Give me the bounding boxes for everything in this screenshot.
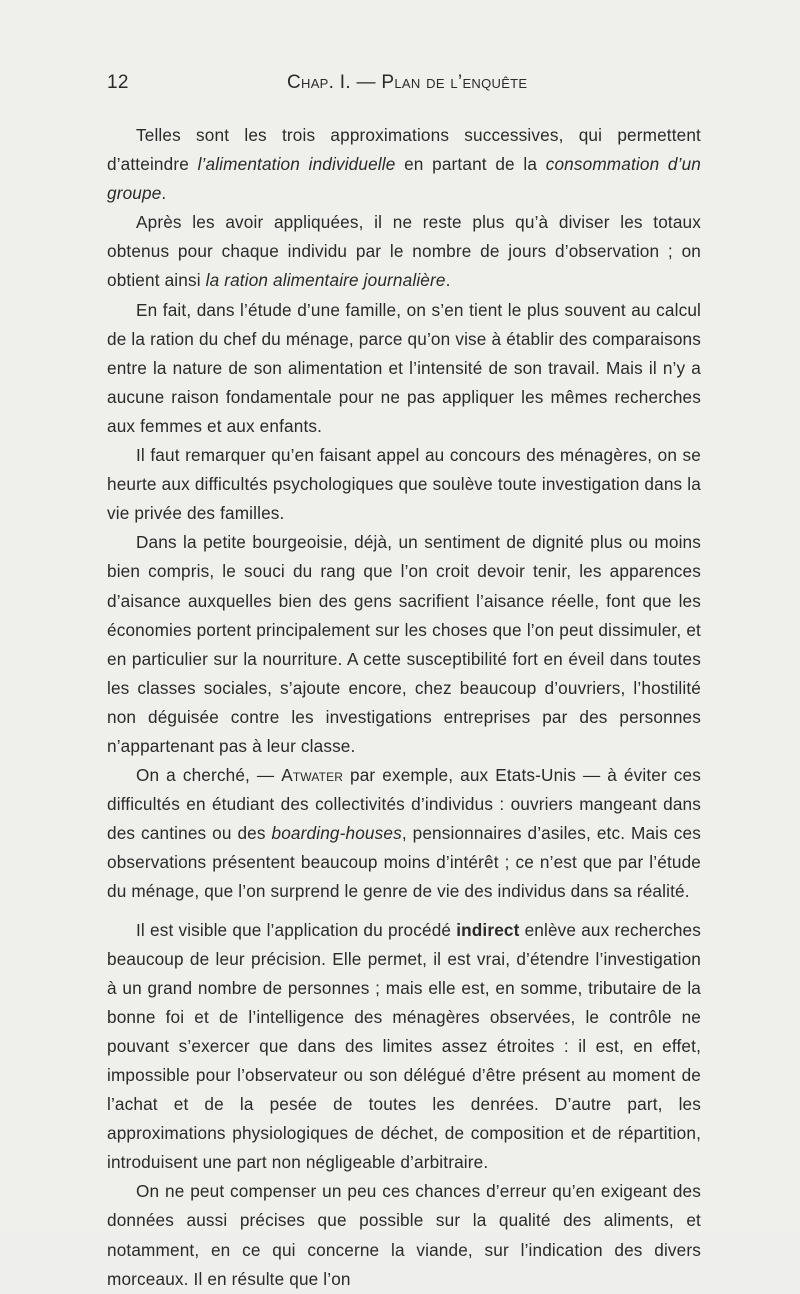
text-run: par exemple, aux Etats-Unis — à éviter ces difficultés en étudiant des collectivités d’individus : ouvriers mangeant dans des cantines ou des [107, 765, 701, 844]
text-run: . [445, 270, 451, 291]
paragraph-2 [107, 208, 701, 295]
italic-term: l’alimentation individuelle [197, 154, 396, 175]
body-text [107, 121, 701, 1294]
italic-term: consommation d’un groupe [107, 154, 702, 204]
paragraph-8: On ne peut compenser un peu ces chances d’erreur qu’en exigeant des données aussi précises que possible sur la qualité des aliments, et notamment, en ce qui concerne la viande, sur l’indication des divers morceaux. Il en résulte que l’on [107, 1181, 701, 1289]
bold-term: indirect [456, 919, 520, 940]
chapter-title: Chap. I. — Plan de l’enquête [287, 72, 528, 93]
italic-term: boarding-houses [271, 823, 402, 844]
paragraph-3: En fait, dans l’étude d’une famille, on s’en tient le plus souvent au calcul de la ration du chef du ménage, parce qu’on vise à établir des comparaisons entre la nature de son alimentation et l’intensité de son travail. Mais il n’y a aucune raison fondamentale pour ne pas appliquer les mêmes recherches aux femmes et aux enfants. [107, 299, 701, 436]
text-run: On a cherché, — [136, 765, 282, 786]
text-run: en partant de la [395, 154, 546, 175]
paragraph-1 [107, 121, 701, 208]
author-name: Atwater [281, 765, 344, 786]
text-run: Après les avoir appliquées, il ne reste plus qu’à diviser les totaux obtenus pour chaque individu par le nombre de jours d’observation ; on obtient ainsi [107, 212, 701, 291]
text-run: Il est visible que l’application du procédé [136, 919, 457, 940]
paragraph-5: Dans la petite bourgeoisie, déjà, un sentiment de dignité plus ou moins bien compris, le souci du rang que l’on croit devoir tenir, les apparences d’aisance auxquelles bien des gens sacrifient l’aisance réelle, font que les économies portent principalement sur les choses que l’on peut dissimuler, et en particulier sur la nourriture. A cette susceptibilité fort en éveil dans toutes les classes sociales, s’ajoute encore, chez beaucoup d’ouvriers, l’hostilité non déguisée contre les investigations entreprises par des personnes n’appartenant pas à leur classe. [107, 532, 701, 756]
text-run: . [161, 183, 167, 204]
text-run: enlève aux recherches beaucoup de leur précision. Elle permet, il est vrai, d’étendre l’investigation à un grand nombre de personnes ; mais elle est, en somme, tributaire de la bonne foi et de l’intelligence des ménagères observées, le contrôle ne pouvant s’exercer que dans des limites assez étroites : il est, en effet, impossible pour l’observateur ou son délégué d’être présent au moment de l’achat et de la pesée de toutes les denrées. D’autre part, les approximations physiologiques de déchet, de composition et de répartition, introduisent une part non négligeable d’arbitraire. [107, 919, 701, 1173]
running-head [107, 72, 707, 104]
paragraph-4: Il faut remarquer qu’en faisant appel au concours des ménagères, on se heurte aux difficultés psychologiques que soulève toute investigation dans la vie privée des familles. [107, 445, 701, 524]
text-run: , pensionnaires d’asiles, etc. Mais ces observations présentent beaucoup moins d’intérêt ; ce n’est que par l’étude du ménage, que l’on surprend le genre de vie des individus dans sa réalité. [107, 823, 701, 902]
page-number: 12 [107, 72, 129, 93]
italic-term: la ration alimentaire journalière [205, 270, 446, 291]
text-run: Telles sont les trois approximations successives, qui permettent d’atteindre [107, 125, 701, 175]
paragraph-6 [107, 761, 701, 906]
paragraph-7 [107, 916, 701, 1178]
